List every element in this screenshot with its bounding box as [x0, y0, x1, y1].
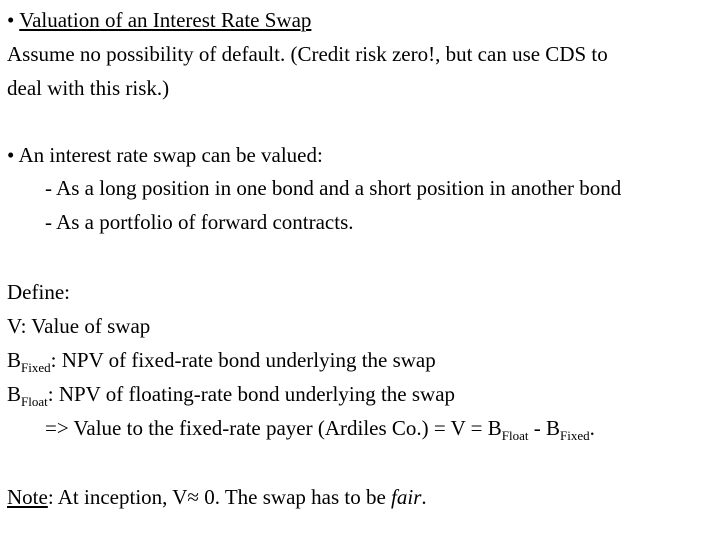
note-italic: fair — [391, 485, 422, 509]
note-line — [7, 485, 427, 509]
definition-bfloat — [7, 382, 455, 409]
bfixed-text: : NPV of fixed-rate bond underlying the swap — [50, 348, 436, 372]
note-label: Note — [7, 485, 48, 509]
formula-sub-float: Float — [501, 428, 529, 443]
formula-prefix: => Value to the fixed-rate payer (Ardiles Co.) = V = B — [45, 416, 502, 440]
formula-minus: - B — [528, 416, 561, 440]
formula-sub-fixed: Fixed — [560, 428, 590, 443]
title-text: Valuation of an Interest Rate Swap — [19, 8, 312, 32]
define-label: Define: — [7, 280, 70, 304]
swap-value-formula — [45, 416, 595, 443]
valued-heading — [7, 143, 323, 167]
bfloat-text: : NPV of floating-rate bond underlying the swap — [47, 382, 456, 406]
slide-title — [7, 8, 311, 32]
formula-end: . — [589, 416, 595, 440]
bfloat-sub: Float — [21, 394, 48, 409]
intro-line-2: deal with this risk.) — [7, 76, 170, 100]
bullet: • — [7, 143, 15, 167]
valued-item: - As a portfolio of forward contracts. — [45, 210, 354, 234]
valued-item: - As a long position in one bond and a short position in another bond — [45, 176, 622, 200]
title-bullet: • — [7, 8, 15, 32]
note-text: : At inception, V≈ 0. The swap has to be — [47, 485, 392, 509]
bfixed-base: B — [7, 348, 22, 372]
note-end: . — [421, 485, 427, 509]
definition-bfixed — [7, 348, 436, 375]
bfloat-base: B — [7, 382, 22, 406]
intro-line-1: Assume no possibility of default. (Credit risk zero!, but can use CDS to — [7, 42, 608, 66]
definition-v: V: Value of swap — [7, 314, 151, 338]
valued-heading-text: An interest rate swap can be valued: — [18, 143, 323, 167]
bfixed-sub: Fixed — [21, 360, 51, 375]
